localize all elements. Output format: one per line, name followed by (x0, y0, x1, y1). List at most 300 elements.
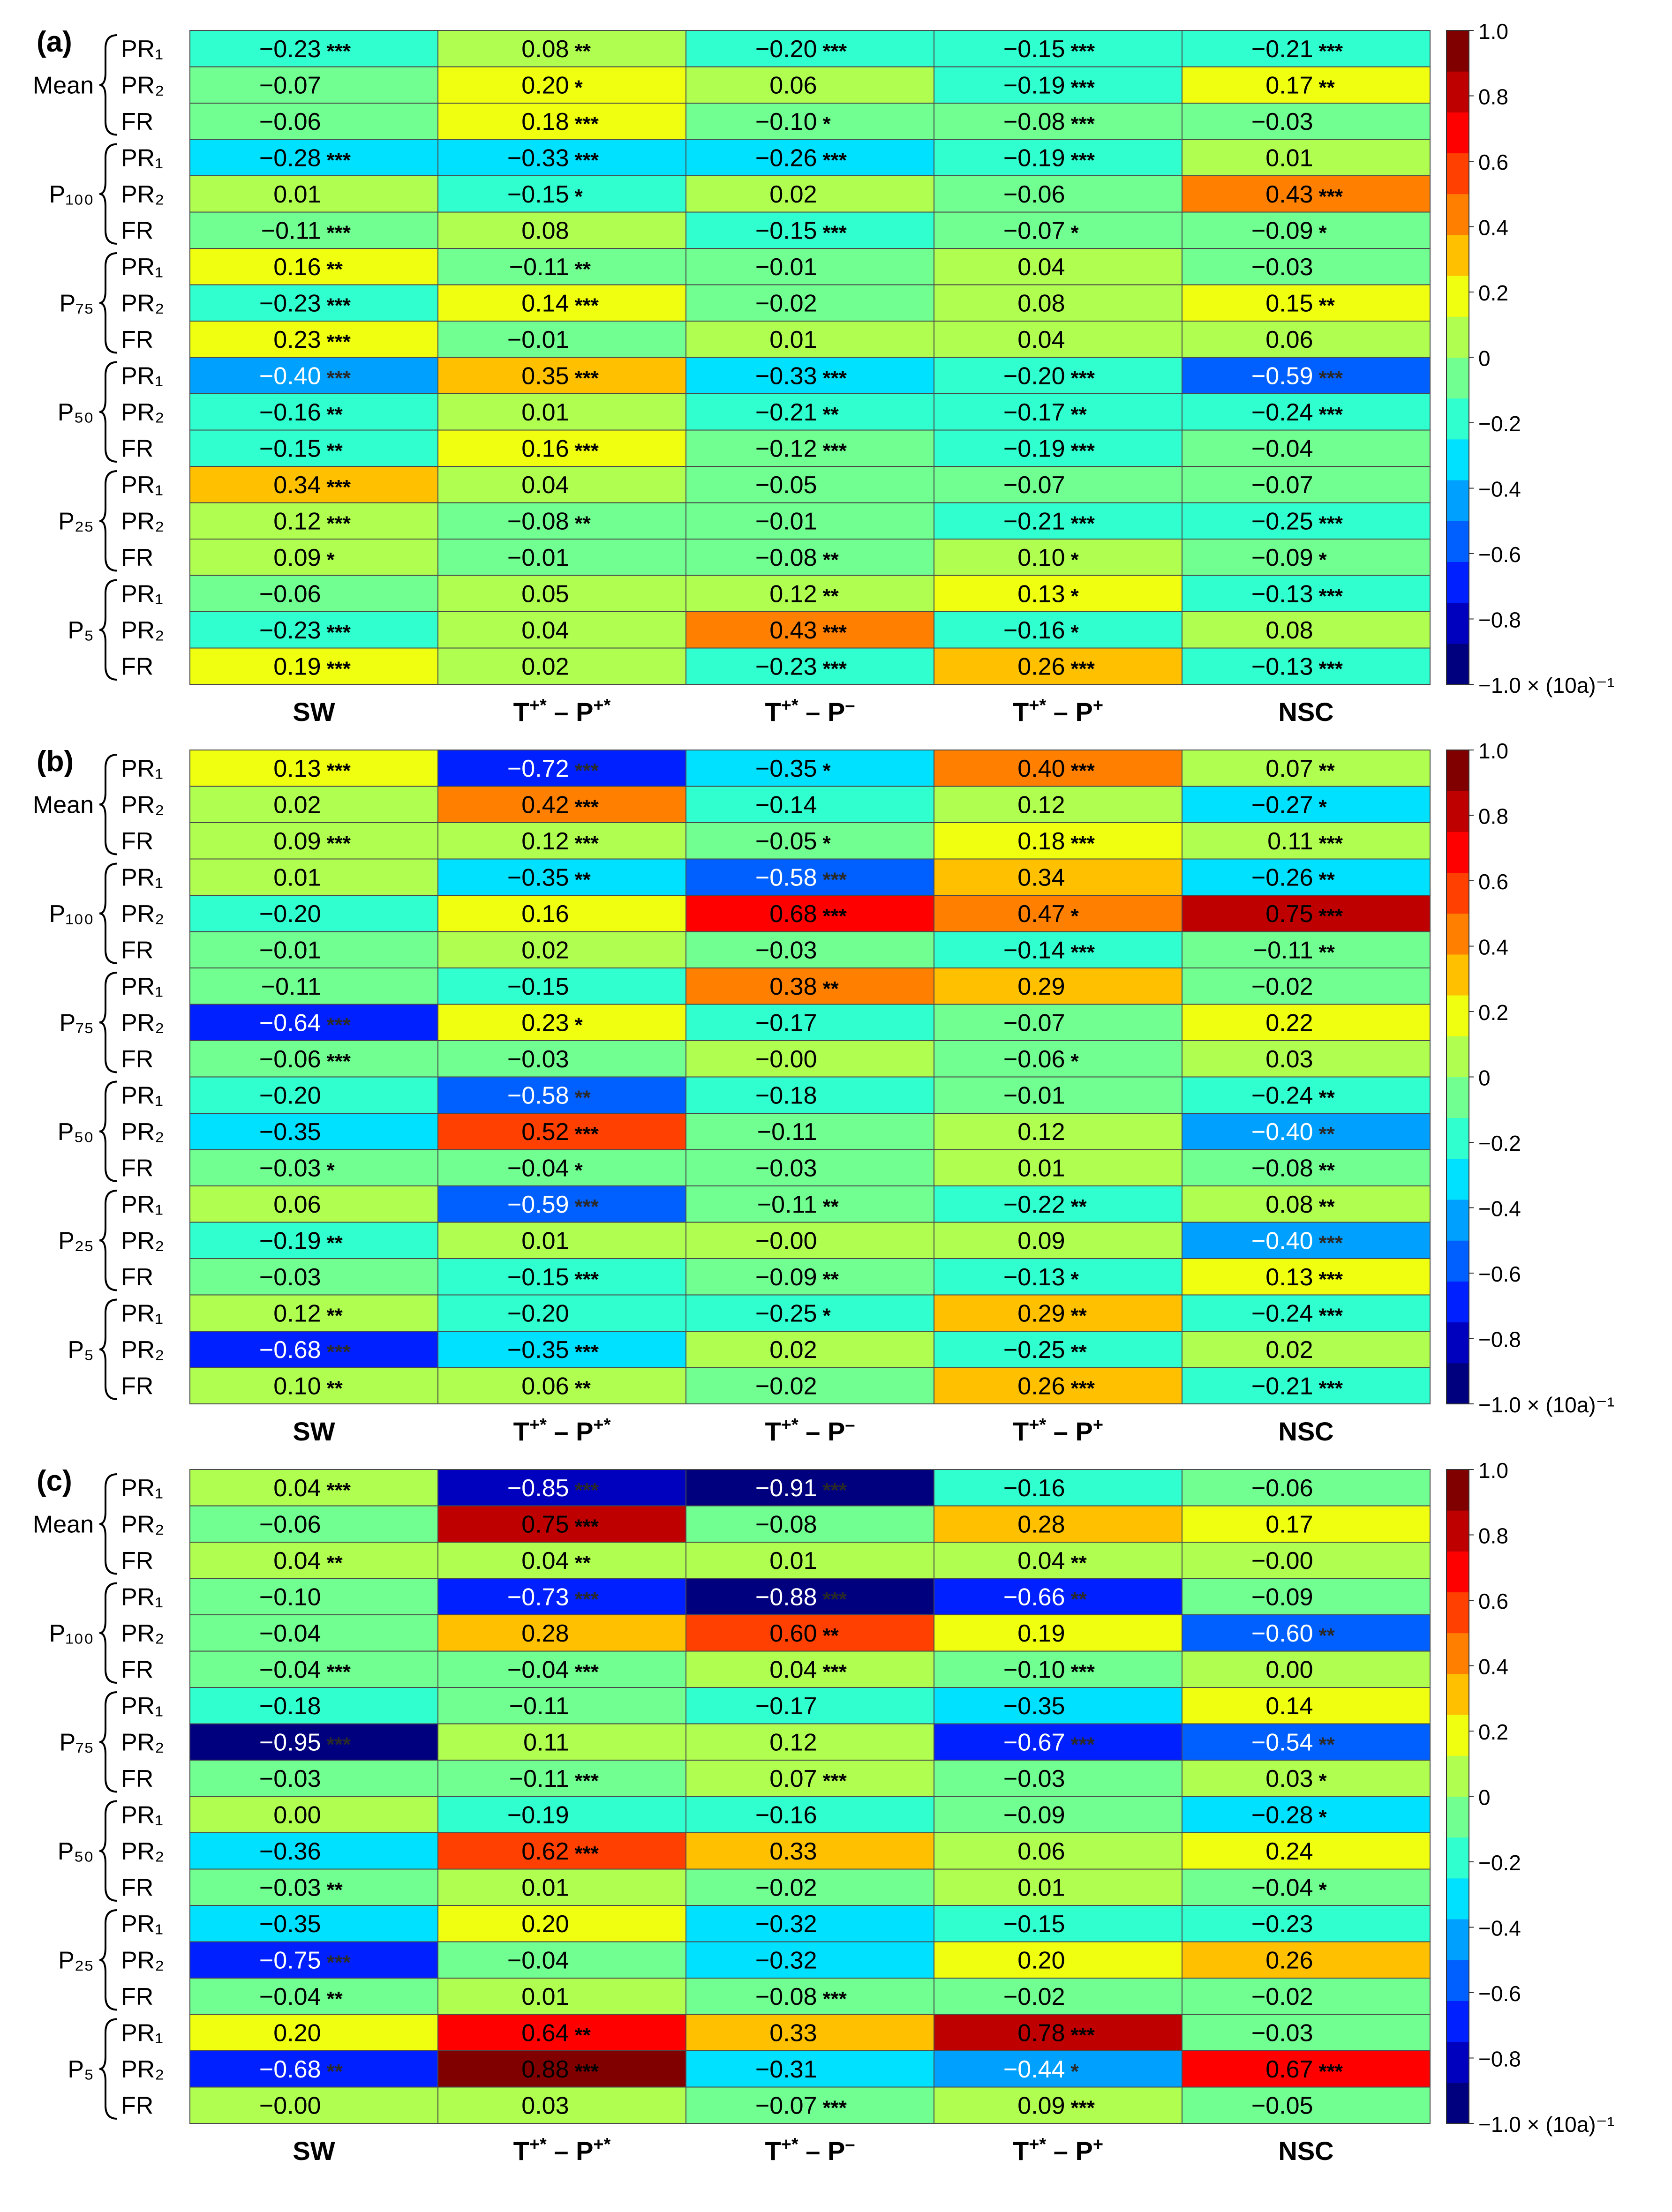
colorbar-segment (1446, 2083, 1469, 2124)
colorbar-segment (1446, 1281, 1469, 1322)
cell-value-label: −0.68 (259, 2055, 321, 2083)
significance-marker: ** (326, 1878, 343, 1902)
cell-value-label: −0.01 (507, 326, 569, 353)
colorbar-segment (1446, 358, 1469, 399)
cell-value-label: −0.11 (1253, 937, 1313, 964)
panel-label: (a) (37, 26, 72, 58)
cell-value-label: −0.02 (755, 1372, 817, 1400)
cell-value-label: −0.18 (259, 1692, 321, 1720)
significance-marker: *** (1070, 1660, 1095, 1684)
cell-value-label: 0.64 (521, 2019, 569, 2047)
cell-value-label: 0.01 (769, 1547, 817, 1575)
cell-value-label: −0.19 (1003, 144, 1065, 172)
significance-marker: *** (326, 759, 351, 782)
significance-marker: ** (1318, 868, 1335, 892)
cell-value-label: 0.42 (521, 791, 569, 819)
cell-value-label: −0.16 (1003, 1474, 1065, 1502)
significance-marker: *** (326, 657, 351, 681)
significance-marker: *** (326, 1733, 351, 1756)
cell-value-label: −0.21 (1003, 508, 1065, 535)
significance-marker: *** (822, 1987, 847, 2010)
cell-value-label: −0.35 (1003, 1692, 1065, 1720)
cell-value-label: 0.01 (273, 180, 321, 208)
colorbar-segment (1446, 1036, 1469, 1077)
significance-marker: *** (326, 1013, 351, 1037)
cell-value-label: 0.88 (521, 2055, 569, 2083)
colorbar-segment (1446, 1159, 1469, 1200)
cell-value-label: −0.25 (755, 1300, 817, 1327)
cell-value-label: −0.09 (1251, 544, 1313, 571)
colorbar-segment (1446, 873, 1469, 914)
cell-value-label: 0.08 (1265, 616, 1313, 644)
cell-value-label: 0.01 (273, 864, 321, 892)
cell-value-label: −0.35 (259, 1118, 321, 1146)
cell-value-label: 0.17 (1265, 72, 1313, 99)
row-label: PR₂ (121, 398, 165, 426)
cell-value-label: −0.58 (755, 864, 817, 892)
cell-value-label: 0.29 (1017, 973, 1065, 1000)
row-label: FR (121, 1656, 154, 1684)
row-label: PR₂ (121, 1837, 165, 1865)
cell-value-label: −0.03 (755, 937, 817, 964)
cell-value-label: −0.07 (1003, 1009, 1065, 1037)
row-label: PR₂ (121, 791, 165, 819)
cell-value-label: −0.10 (259, 1583, 321, 1611)
row-label: PR₂ (121, 72, 165, 99)
significance-marker: ** (574, 868, 591, 892)
cell-value-label: −0.66 (1003, 1583, 1065, 1611)
cell-value-label: −0.02 (755, 290, 817, 317)
cell-value-label: −0.05 (1251, 2092, 1313, 2120)
colorbar-tick-label: 0.2 (1478, 1000, 1508, 1025)
colorbar-segment (1446, 276, 1469, 317)
significance-marker: *** (326, 475, 351, 499)
cell-value-label: −0.21 (755, 398, 817, 426)
cell-value-label: −0.19 (1003, 72, 1065, 99)
cell-value-label: −0.33 (755, 362, 817, 390)
column-label: T+* – P+ (1012, 696, 1104, 727)
colorbar-segment (1446, 1510, 1469, 1552)
significance-marker: ** (574, 39, 591, 63)
panel-label: (b) (37, 745, 74, 778)
cell-value-label: −0.35 (259, 1910, 321, 1938)
column-label: NSC (1278, 2136, 1334, 2166)
cell-value-label: −0.16 (259, 398, 321, 426)
significance-marker: *** (1318, 832, 1343, 855)
row-label: FR (121, 217, 154, 245)
cell-value-label: 0.12 (273, 508, 321, 535)
row-label: PR₂ (121, 900, 165, 928)
cell-value-label: −0.67 (1003, 1729, 1065, 1756)
cell-value-label: −0.05 (755, 827, 817, 855)
row-label: PR₁ (121, 1191, 163, 1218)
cell-value-label: 0.43 (1265, 180, 1313, 208)
row-label: FR (121, 1155, 154, 1182)
cell-value-label: 0.07 (769, 1765, 817, 1792)
significance-marker: *** (326, 1478, 351, 1502)
group-label: P₂₅ (58, 1947, 94, 1974)
cell-value-label: −0.11 (509, 1765, 569, 1792)
colorbar-segment (1446, 1118, 1469, 1159)
significance-marker: *** (574, 1588, 599, 1611)
row-label: FR (121, 544, 154, 571)
cell-value-label: 0.19 (273, 653, 321, 681)
cell-value-label: −0.15 (507, 1263, 569, 1291)
significance-marker: * (574, 1159, 583, 1182)
significance-marker: ** (1318, 1195, 1335, 1218)
cell-value-label: −0.28 (1251, 1801, 1313, 1829)
cell-value-label: −0.03 (1251, 2019, 1313, 2047)
group-label: P₁₀₀ (49, 900, 94, 928)
panel-1 (33, 739, 1614, 1446)
cell-value-label: −0.17 (755, 1692, 817, 1720)
significance-marker: ** (822, 1195, 839, 1218)
colorbar-tick-label: 1.0 (1478, 1458, 1508, 1483)
cell-value-label: 0.67 (1265, 2055, 1313, 2083)
cell-value-label: −0.08 (755, 544, 817, 571)
cell-value-label: 0.08 (1265, 1191, 1313, 1218)
colorbar-tick-label: −0.6 (1478, 1262, 1521, 1286)
cell-value-label: −0.15 (1003, 1910, 1065, 1938)
column-label: T+* – P+ (1012, 1415, 1104, 1446)
cell-value-label: −0.64 (259, 1009, 321, 1037)
colorbar-tick-label: 0 (1478, 1065, 1491, 1090)
cell-value-label: −0.16 (755, 1801, 817, 1829)
cell-value-label: 0.05 (521, 580, 569, 608)
significance-marker: *** (822, 149, 847, 172)
cell-value-label: −0.03 (259, 1765, 321, 1792)
cell-value-label: 0.02 (521, 653, 569, 681)
row-label: PR₂ (121, 290, 165, 317)
cell-value-label: −0.13 (1251, 580, 1313, 608)
significance-marker: *** (1070, 941, 1095, 964)
cell-value-label: −0.58 (507, 1082, 569, 1110)
row-label: PR₂ (121, 1336, 165, 1364)
cell-value-label: 0.38 (769, 973, 817, 1000)
cell-value-label: −0.85 (507, 1474, 569, 1502)
significance-marker: ** (1318, 294, 1335, 317)
colorbar-tick-label: 0.4 (1478, 935, 1508, 960)
colorbar-segment (1446, 644, 1469, 685)
cell-value-label: −0.00 (755, 1227, 817, 1255)
colorbar-segment (1446, 1077, 1469, 1118)
cell-value-label: −0.04 (259, 1656, 321, 1684)
cell-value-label: −0.14 (1003, 937, 1065, 964)
significance-marker: *** (326, 39, 351, 63)
cell-value-label: 0.00 (273, 1801, 321, 1829)
significance-marker: *** (326, 367, 351, 390)
significance-marker: * (326, 548, 335, 571)
significance-marker: *** (1318, 1267, 1343, 1291)
cell-value-label: 0.16 (273, 253, 321, 281)
cell-value-label: −0.40 (1251, 1227, 1313, 1255)
significance-marker: ** (326, 439, 343, 463)
significance-marker: * (1070, 1050, 1079, 1073)
cell-value-label: −0.15 (507, 973, 569, 1000)
significance-marker: *** (574, 367, 599, 390)
cell-value-label: −0.20 (507, 1300, 569, 1327)
cell-value-label: −0.21 (1251, 1372, 1313, 1400)
significance-marker: ** (1070, 403, 1087, 426)
cell-value-label: −0.03 (1003, 1765, 1065, 1792)
cell-value-label: 0.03 (521, 2092, 569, 2120)
colorbar-tick-label: 0.8 (1478, 1523, 1508, 1548)
cell-value-label: −0.03 (1251, 108, 1313, 135)
row-label: PR₂ (121, 1009, 165, 1037)
cell-value-label: 0.06 (273, 1191, 321, 1218)
colorbar-segment (1446, 480, 1469, 521)
colorbar-tick-label: 0.2 (1478, 281, 1508, 305)
group-label: P₇₅ (59, 1009, 94, 1037)
cell-value-label: 0.04 (273, 1547, 321, 1575)
cell-value-label: −0.07 (1251, 471, 1313, 499)
row-label: FR (121, 1983, 154, 2010)
significance-marker: ** (822, 548, 839, 571)
cell-value-label: −0.32 (755, 1947, 817, 1974)
cell-value-label: 0.07 (1265, 755, 1313, 782)
cell-value-label: 0.18 (521, 108, 569, 135)
significance-marker: ** (574, 1086, 591, 1110)
cell-value-label: 0.16 (521, 435, 569, 463)
group-brace (99, 580, 117, 680)
cell-value-label: −0.11 (261, 973, 321, 1000)
significance-marker: *** (1070, 39, 1095, 63)
column-label: SW (293, 1417, 335, 1446)
significance-marker: ** (1070, 1304, 1087, 1327)
colorbar-segment (1446, 1592, 1469, 1634)
significance-marker: ** (574, 1377, 591, 1400)
cell-value-label: −0.25 (1251, 508, 1313, 535)
significance-marker: *** (574, 112, 599, 135)
significance-marker: *** (822, 621, 847, 644)
group-label: P₁₀₀ (49, 1620, 94, 1647)
group-label: P₅ (68, 2055, 94, 2083)
cell-value-label: −0.26 (1251, 864, 1313, 892)
group-label: P₇₅ (59, 290, 94, 317)
colorbar-segment (1446, 439, 1469, 480)
significance-marker: *** (574, 1660, 599, 1684)
cell-value-label: 0.00 (1265, 1656, 1313, 1684)
significance-marker: *** (574, 1267, 599, 1291)
cell-value-label: 0.06 (769, 72, 817, 99)
significance-marker: *** (326, 221, 351, 245)
row-label: PR₂ (121, 1947, 165, 1974)
cell-value-label: 0.26 (1265, 1947, 1313, 1974)
cell-value-label: −0.73 (507, 1583, 569, 1611)
cell-value-label: −0.06 (259, 1045, 321, 1073)
cell-value-label: 0.35 (521, 362, 569, 390)
significance-marker: ** (822, 977, 839, 1000)
row-label: PR₂ (121, 1227, 165, 1255)
cell-value-label: −0.20 (259, 1082, 321, 1110)
cell-value-label: 0.26 (1017, 653, 1065, 681)
cell-value-label: 0.01 (1017, 1155, 1065, 1182)
significance-marker: *** (822, 1769, 847, 1792)
cell-value-label: −0.04 (1251, 1874, 1313, 1902)
cell-value-label: 0.10 (273, 1372, 321, 1400)
cell-value-label: −0.12 (755, 435, 817, 463)
group-brace (99, 1474, 117, 1574)
significance-marker: *** (1070, 1377, 1095, 1400)
group-label: P₅₀ (57, 398, 94, 426)
significance-marker: * (1070, 904, 1079, 928)
group-brace (99, 1191, 117, 1290)
cell-value-label: 0.14 (1265, 1692, 1313, 1720)
row-label: PR₁ (121, 1082, 163, 1110)
cell-value-label: −0.23 (259, 35, 321, 63)
significance-marker: *** (822, 657, 847, 681)
cell-value-label: 0.34 (1017, 864, 1065, 892)
cell-value-label: 0.28 (521, 1620, 569, 1647)
cell-value-label: 0.04 (521, 616, 569, 644)
significance-marker: *** (326, 512, 351, 535)
cell-value-label: −0.07 (1003, 217, 1065, 245)
significance-marker: *** (822, 39, 847, 63)
cell-value-label: 0.04 (1017, 253, 1065, 281)
cell-value-label: 0.04 (273, 1474, 321, 1502)
cell-value-label: −0.01 (755, 253, 817, 281)
cell-value-label: 0.12 (521, 827, 569, 855)
significance-marker: *** (1070, 76, 1095, 99)
cell-value-label: −0.19 (259, 1227, 321, 1255)
colorbar-segment (1446, 316, 1469, 358)
cell-value-label: 0.20 (521, 1910, 569, 1938)
colorbar-segment (1446, 1837, 1469, 1879)
cell-value-label: 0.17 (1265, 1511, 1313, 1538)
colorbar-tick-label: 0.2 (1478, 1720, 1508, 1744)
row-label: PR₁ (121, 471, 163, 499)
significance-marker: ** (574, 512, 591, 535)
row-label: PR₂ (121, 616, 165, 644)
significance-marker: *** (1070, 1733, 1095, 1756)
colorbar-segment (1446, 1919, 1469, 1960)
significance-marker: *** (326, 1050, 351, 1073)
cell-value-label: −0.25 (1003, 1336, 1065, 1364)
significance-marker: *** (574, 1842, 599, 1865)
group-label: Mean (32, 1511, 94, 1538)
row-label: PR₂ (121, 1620, 165, 1647)
cell-value-label: 0.10 (1017, 544, 1065, 571)
significance-marker: *** (574, 1122, 599, 1146)
row-label: FR (121, 1874, 154, 1902)
row-label: FR (121, 108, 154, 135)
cell-value-label: −0.09 (755, 1263, 817, 1291)
colorbar-tick-label: 1.0 (1478, 739, 1508, 763)
colorbar-tick-label: 0.8 (1478, 84, 1508, 109)
cell-value-label: −0.11 (757, 1191, 817, 1218)
cell-value-label: 0.40 (1017, 755, 1065, 782)
significance-marker: *** (326, 832, 351, 855)
row-label: FR (121, 827, 154, 855)
significance-marker: *** (1318, 403, 1343, 426)
significance-marker: *** (574, 149, 599, 172)
cell-value-label: 0.09 (1017, 1227, 1065, 1255)
column-label: NSC (1278, 1417, 1334, 1446)
cell-value-label: −0.11 (757, 1118, 817, 1146)
colorbar-segment (1446, 750, 1469, 791)
column-label: T+* – P+ (1012, 2135, 1104, 2166)
column-label: T+* – P– (765, 1415, 855, 1446)
cell-value-label: −0.03 (259, 1263, 321, 1291)
row-label: FR (121, 2092, 154, 2120)
colorbar-segment (1446, 1322, 1469, 1364)
significance-marker: ** (1070, 1340, 1087, 1364)
cell-value-label: 0.01 (769, 326, 817, 353)
colorbar-segment (1446, 194, 1469, 235)
significance-marker: *** (1070, 657, 1095, 681)
cell-value-label: 0.22 (1265, 1009, 1313, 1037)
cell-value-label: −0.36 (259, 1837, 321, 1865)
cell-value-label: −0.15 (1003, 35, 1065, 63)
significance-marker: ** (1070, 1588, 1087, 1611)
significance-marker: ** (574, 2024, 591, 2047)
significance-marker: *** (1318, 585, 1343, 608)
row-label: PR₁ (121, 35, 163, 63)
cell-value-label: −0.32 (755, 1910, 817, 1938)
colorbar-tick-label: −1.0 × (10a)⁻¹ (1478, 1393, 1615, 1417)
significance-marker: *** (1070, 2096, 1095, 2120)
significance-marker: * (326, 1159, 335, 1182)
cell-value-label: −0.26 (755, 144, 817, 172)
significance-marker: *** (1070, 112, 1095, 135)
cell-value-label: −0.10 (1003, 1656, 1065, 1684)
significance-marker: *** (1070, 367, 1095, 390)
colorbar-tick-label: 0.8 (1478, 804, 1508, 829)
cell-value-label: −0.35 (755, 755, 817, 782)
significance-marker: * (574, 185, 583, 208)
significance-marker: ** (326, 1304, 343, 1327)
colorbar-segment (1446, 235, 1469, 276)
colorbar-tick-label: −0.2 (1478, 412, 1521, 436)
significance-marker: *** (326, 621, 351, 644)
colorbar-tick-label: −0.2 (1478, 1851, 1521, 1875)
significance-marker: ** (326, 403, 343, 426)
row-label: PR₁ (121, 755, 163, 782)
cell-value-label: 0.04 (1017, 1547, 1065, 1575)
cell-value-label: −0.08 (755, 1983, 817, 2010)
cell-value-label: −0.06 (259, 1511, 321, 1538)
group-brace (99, 1300, 117, 1400)
cell-value-label: −0.07 (755, 2092, 817, 2120)
row-label: FR (121, 1547, 154, 1575)
row-label: PR₂ (121, 1118, 165, 1146)
cell-value-label: −0.03 (259, 1874, 321, 1902)
cell-value-label: −0.44 (1003, 2055, 1065, 2083)
column-label: NSC (1278, 697, 1334, 727)
cell-value-label: −0.03 (259, 1155, 321, 1182)
cell-value-label: −0.09 (1251, 1583, 1313, 1611)
colorbar-tick-label: 0.4 (1478, 215, 1508, 240)
cell-value-label: 0.06 (1265, 326, 1313, 353)
cell-value-label: −0.18 (755, 1082, 817, 1110)
cell-value-label: 0.12 (273, 1300, 321, 1327)
cell-value-label: −0.13 (1003, 1263, 1065, 1291)
colorbar-segment (1446, 914, 1469, 955)
group-label: P₅₀ (57, 1118, 94, 1146)
group-brace (99, 35, 117, 135)
row-label: FR (121, 1045, 154, 1073)
cell-value-label: 0.60 (769, 1620, 817, 1647)
colorbar-tick-label: −0.4 (1478, 1916, 1521, 1941)
cell-value-label: 0.20 (273, 2019, 321, 2047)
cell-value-label: 0.68 (769, 900, 817, 928)
cell-value-label: 0.04 (521, 471, 569, 499)
significance-marker: ** (1318, 759, 1335, 782)
cell-value-label: −0.40 (1251, 1118, 1313, 1146)
cell-value-label: −0.08 (755, 1511, 817, 1538)
cell-value-label: −0.20 (755, 35, 817, 63)
colorbar-segment (1446, 1878, 1469, 1920)
